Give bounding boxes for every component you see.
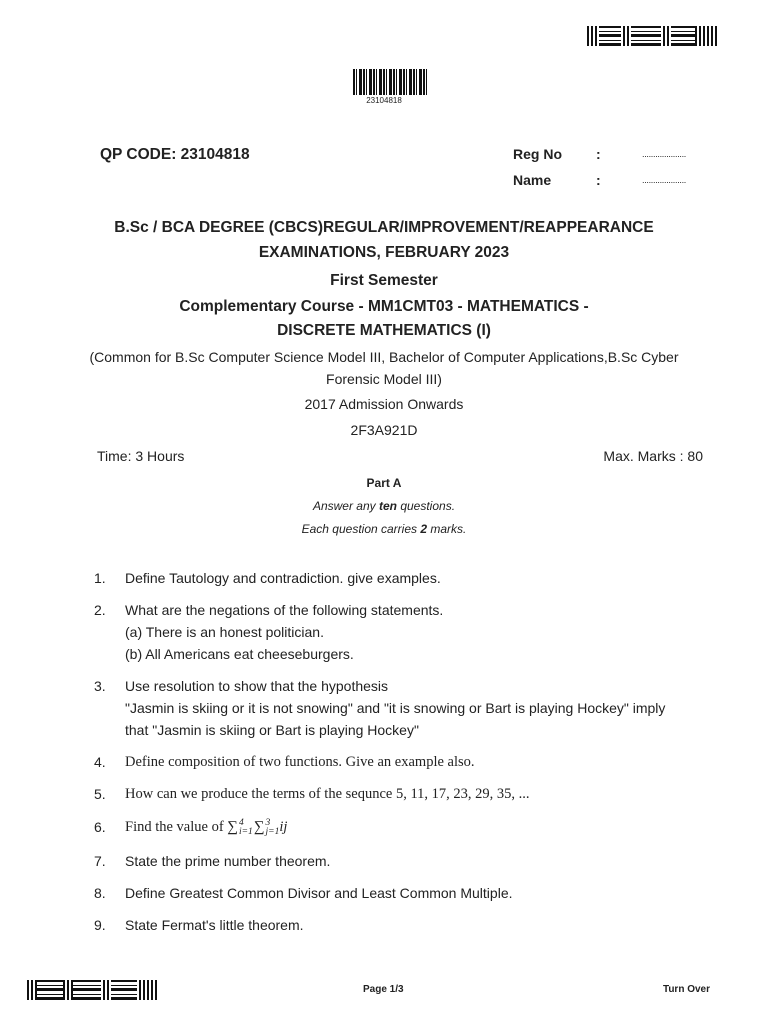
common-line1: (Common for B.Sc Computer Science Model III, Bachelor of Computer Applications,B.Sc Cyber	[89, 349, 679, 365]
max-marks-label: Max. Marks : 80	[603, 448, 703, 464]
marks-prefix: Each question carries	[301, 522, 421, 536]
course-line1: Complementary Course - MM1CMT03 - MATHEMATICS -	[179, 298, 589, 315]
sum-symbol: ∑	[227, 819, 238, 835]
sum-upper-j: 3	[265, 817, 271, 828]
center-barcode-image	[353, 69, 429, 95]
question-text: State Fermat's little theorem.	[125, 917, 304, 933]
question-number: 3.	[94, 678, 106, 694]
question-number: 8.	[94, 885, 106, 901]
sum-lower-i: i=1	[239, 826, 253, 837]
question-text: State the prime number theorem.	[125, 853, 331, 869]
sum-lower-j: j=1	[265, 826, 280, 837]
top-right-barcode-image	[587, 26, 717, 46]
name-dots: ....................	[642, 175, 687, 185]
sum-upper-i: 4	[239, 817, 244, 828]
reg-no-label: Reg No	[513, 146, 562, 162]
paper-code: 2F3A921D	[350, 422, 418, 438]
question-text: Use resolution to show that the hypothesis	[125, 678, 389, 694]
marks-value: 2	[420, 522, 428, 536]
part-title: Part A	[366, 476, 402, 490]
question-number: 7.	[94, 853, 106, 869]
question-text: Define composition of two functions. Give an example also.	[125, 754, 475, 770]
question-number: 4.	[94, 754, 106, 770]
instruction-count: ten	[378, 499, 397, 513]
bottom-left-barcode-image	[27, 980, 157, 1000]
part-instruction	[0, 499, 768, 513]
question-text	[125, 816, 725, 838]
question-number: 2.	[94, 602, 106, 618]
reg-no-dots: ....................	[642, 149, 687, 159]
name-label: Name	[513, 172, 552, 188]
common-line2: Forensic Model III)	[326, 371, 442, 387]
question-text: Define Greatest Common Divisor and Least Common Multiple.	[125, 885, 513, 901]
reg-no-colon: :	[596, 146, 601, 162]
instruction-suffix: questions.	[396, 499, 456, 513]
question-prefix: Find the value of	[125, 819, 228, 835]
question-number: 6.	[94, 819, 106, 835]
question-text: that "Jasmin is skiing or Bart is playing Hockey"	[125, 722, 419, 738]
question-text: How can we produce the terms of the sequnce 5, 11, 17, 23, 29, 35, ...	[125, 786, 530, 802]
question-text: "Jasmin is skiing or it is not snowing" and "it is snowing or Bart is playing Hockey" imply	[125, 700, 666, 716]
semester: First Semester	[330, 272, 438, 289]
question-text: Define Tautology and contradiction. give examples.	[125, 570, 441, 586]
question-number: 9.	[94, 917, 106, 933]
admission: 2017 Admission Onwards	[304, 396, 464, 412]
question-text: (a) There is an honest politician.	[125, 624, 324, 640]
sum-limits-j	[266, 819, 280, 837]
instruction-prefix: Answer any	[312, 499, 379, 513]
course-line2: DISCRETE MATHEMATICS (I)	[277, 322, 491, 339]
question-text: What are the negations of the following statements.	[125, 602, 444, 618]
page-number: Page 1/3	[363, 984, 404, 995]
qp-code: QP CODE: 23104818	[100, 146, 250, 163]
question-number: 1.	[94, 570, 106, 586]
question-text: (b) All Americans eat cheeseburgers.	[125, 646, 354, 662]
time-label: Time: 3 Hours	[97, 448, 185, 464]
question-number: 5.	[94, 786, 106, 802]
exam-title-line2: EXAMINATIONS, FEBRUARY 2023	[258, 244, 510, 261]
part-marks	[0, 522, 768, 536]
sum-symbol: ∑	[253, 819, 265, 835]
turn-over: Turn Over	[662, 984, 710, 995]
sum-limits-i	[239, 819, 253, 837]
marks-suffix: marks.	[427, 522, 467, 536]
barcode-number: 23104818	[366, 96, 402, 105]
sum-term: ij	[279, 819, 288, 835]
name-colon: :	[596, 172, 601, 188]
exam-title-line1: B.Sc / BCA DEGREE (CBCS)REGULAR/IMPROVEMENT/REAPPEARANCE	[114, 219, 654, 236]
